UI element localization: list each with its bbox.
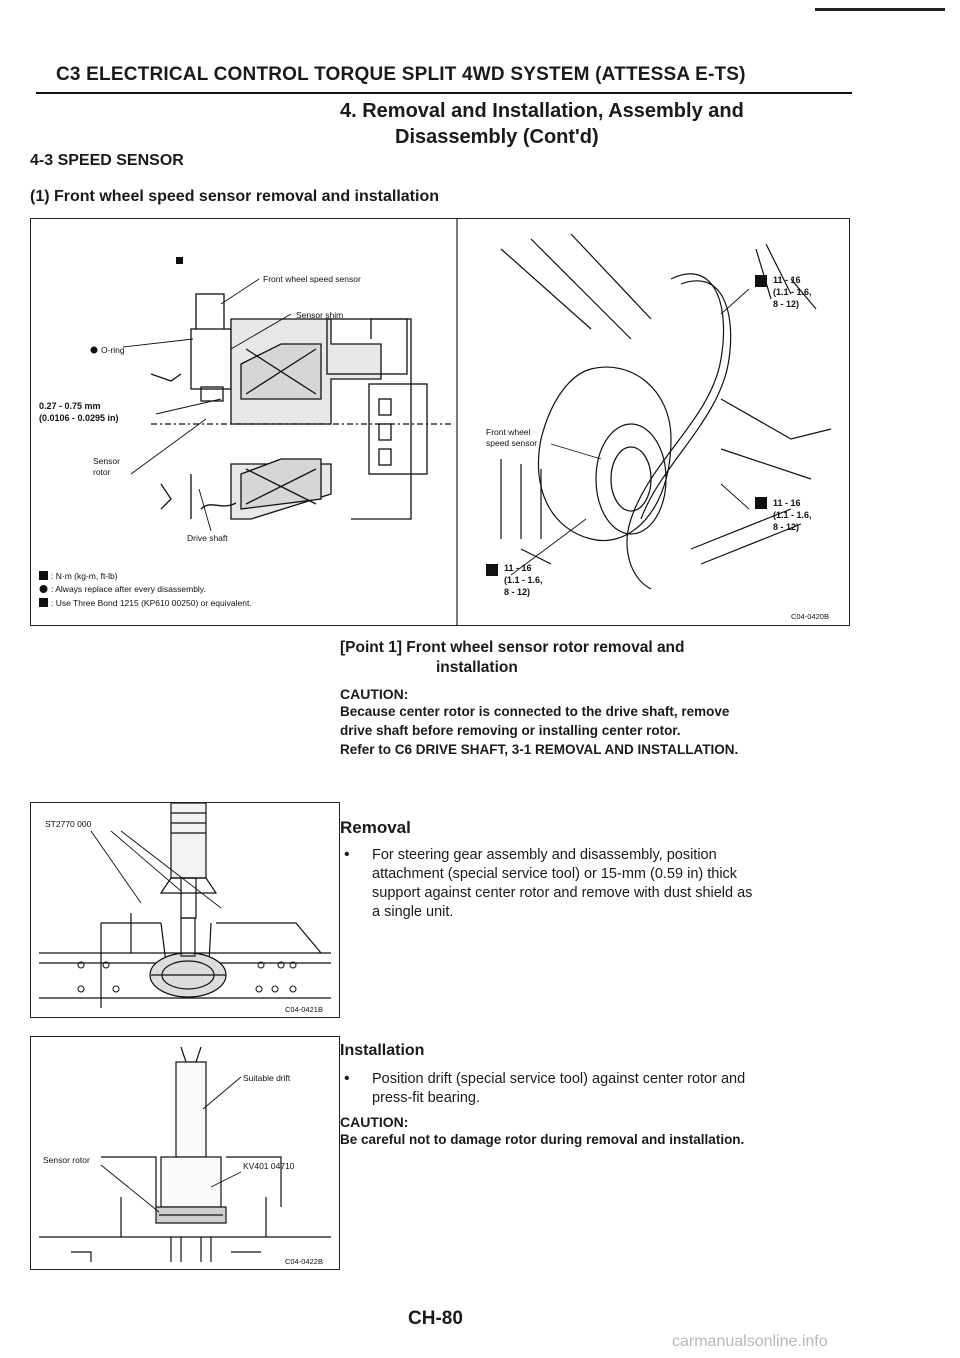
label-front-sensor: Front wheel speed sensor (263, 274, 361, 284)
label-kv-tool: KV401 04710 (243, 1161, 295, 1171)
sealant-legend-icon (39, 598, 48, 607)
replace-icon (91, 347, 98, 354)
page-number: CH-80 (408, 1308, 463, 1329)
section-title (340, 98, 860, 150)
figure-1-code: C04-0420B (791, 612, 829, 621)
torque-2-line1: 11 - 16 (773, 498, 801, 508)
running-title: C3 ELECTRICAL CONTROL TORQUE SPLIT 4WD SYSTEM (ATTESSA E-TS) (56, 64, 746, 85)
label-suitable-drift: Suitable drift (243, 1073, 291, 1083)
removal-bullet-item (340, 846, 862, 922)
torque-1-line3: 8 - 12) (773, 299, 800, 309)
point1-block (340, 638, 860, 759)
point1-caution-label: CAUTION: (340, 686, 409, 702)
figure-3-code: C04-0422B (285, 1257, 323, 1266)
removal-line-2: attachment (special service tool) or 15-mm (0.59 in) thick (372, 866, 738, 882)
label-speed-sensor: speed sensor (486, 438, 538, 448)
top-rule (815, 8, 945, 11)
removal-block (340, 818, 862, 922)
replace-legend-icon (40, 585, 48, 593)
installation-bullet: • (344, 1070, 350, 1087)
point1-caution-1: Because center rotor is connected to the drive shaft, remove (340, 704, 730, 719)
installation-caution-label: CAUTION: (340, 1114, 409, 1130)
installation-line-1: Position drift (special service tool) against center rotor and (372, 1071, 746, 1087)
torque-3-line1: 11 - 16 (504, 563, 532, 573)
point1-title-line1: [Point 1] Front wheel sensor rotor removal and (340, 639, 685, 656)
torque-icon-3 (486, 564, 498, 576)
label-sensor-rotor-1: Sensor (93, 456, 120, 466)
installation-caution-text: Be careful not to damage rotor during removal and installation. (340, 1132, 745, 1147)
subsection-id: 4-3 SPEED SENSOR (30, 152, 184, 169)
label-front-wheel: Front wheel (486, 427, 531, 437)
point1-title-line2: installation (436, 659, 518, 676)
figure-2-drawing (31, 803, 339, 1017)
figure-2 (30, 802, 340, 1018)
label-clearance-in: (0.0106 - 0.0295 in) (39, 413, 119, 423)
torque-icon-1 (755, 275, 767, 287)
section-title-line1: 4. Removal and Installation, Assembly and (340, 100, 744, 122)
installation-bullet-item (340, 1070, 862, 1108)
label-drive-shaft: Drive shaft (187, 533, 228, 543)
section-title-line2: Disassembly (Cont'd) (395, 126, 599, 148)
torque-2-line2: (1.1 - 1.6, (773, 510, 812, 520)
installation-block (340, 1042, 862, 1149)
torque-2-line3: 8 - 12) (773, 522, 800, 532)
removal-bullet: • (344, 846, 350, 863)
legend-replace: : Always replace after every disassembly. (51, 584, 206, 594)
torque-icon-2 (755, 497, 767, 509)
torque-1-line2: (1.1 - 1.6, (773, 287, 812, 297)
figure-3-drawing (31, 1037, 339, 1269)
figure-2-tool: ST2770 000 (45, 819, 92, 829)
legend-torque: : N·m (kg-m, ft-lb) (51, 571, 118, 581)
label-sensor-rotor: Sensor rotor (43, 1155, 90, 1165)
torque-3-line3: 8 - 12) (504, 587, 531, 597)
watermark: carmanualsonline.info (672, 1333, 828, 1350)
figure-2-code: C04-0421B (285, 1005, 323, 1014)
installation-heading: Installation (340, 1042, 425, 1059)
header-rule (36, 92, 852, 94)
sealant-icon (176, 257, 183, 264)
label-sensor-rotor-2: rotor (93, 467, 111, 477)
label-o-ring: O-ring (101, 345, 125, 355)
figure-3 (30, 1036, 340, 1270)
legend-sealant: : Use Three Bond 1215 (KP610 00250) or equivalent. (51, 598, 252, 608)
point1-caution-2: drive shaft before removing or installing center rotor. (340, 723, 681, 738)
label-clearance-mm: 0.27 - 0.75 mm (39, 401, 101, 411)
figure-1-drawing (31, 219, 849, 625)
label-sensor-shim: Sensor shim (296, 310, 344, 320)
installation-line-2: press-fit bearing. (372, 1090, 480, 1106)
point1-caution-3: Refer to C6 DRIVE SHAFT, 3-1 REMOVAL AND INSTALLATION. (340, 742, 739, 757)
removal-line-3: support against center rotor and remove with dust shield as (372, 885, 753, 901)
removal-line-4: a single unit. (372, 904, 454, 920)
torque-1-line1: 11 - 16 (773, 275, 801, 285)
removal-line-1: For steering gear assembly and disassembly, position (372, 847, 717, 863)
procedure-title: (1) Front wheel speed sensor removal and installation (30, 188, 439, 205)
removal-heading: Removal (340, 818, 411, 837)
torque-icon (39, 571, 48, 580)
torque-3-line2: (1.1 - 1.6, (504, 575, 543, 585)
figure-1 (30, 218, 850, 626)
